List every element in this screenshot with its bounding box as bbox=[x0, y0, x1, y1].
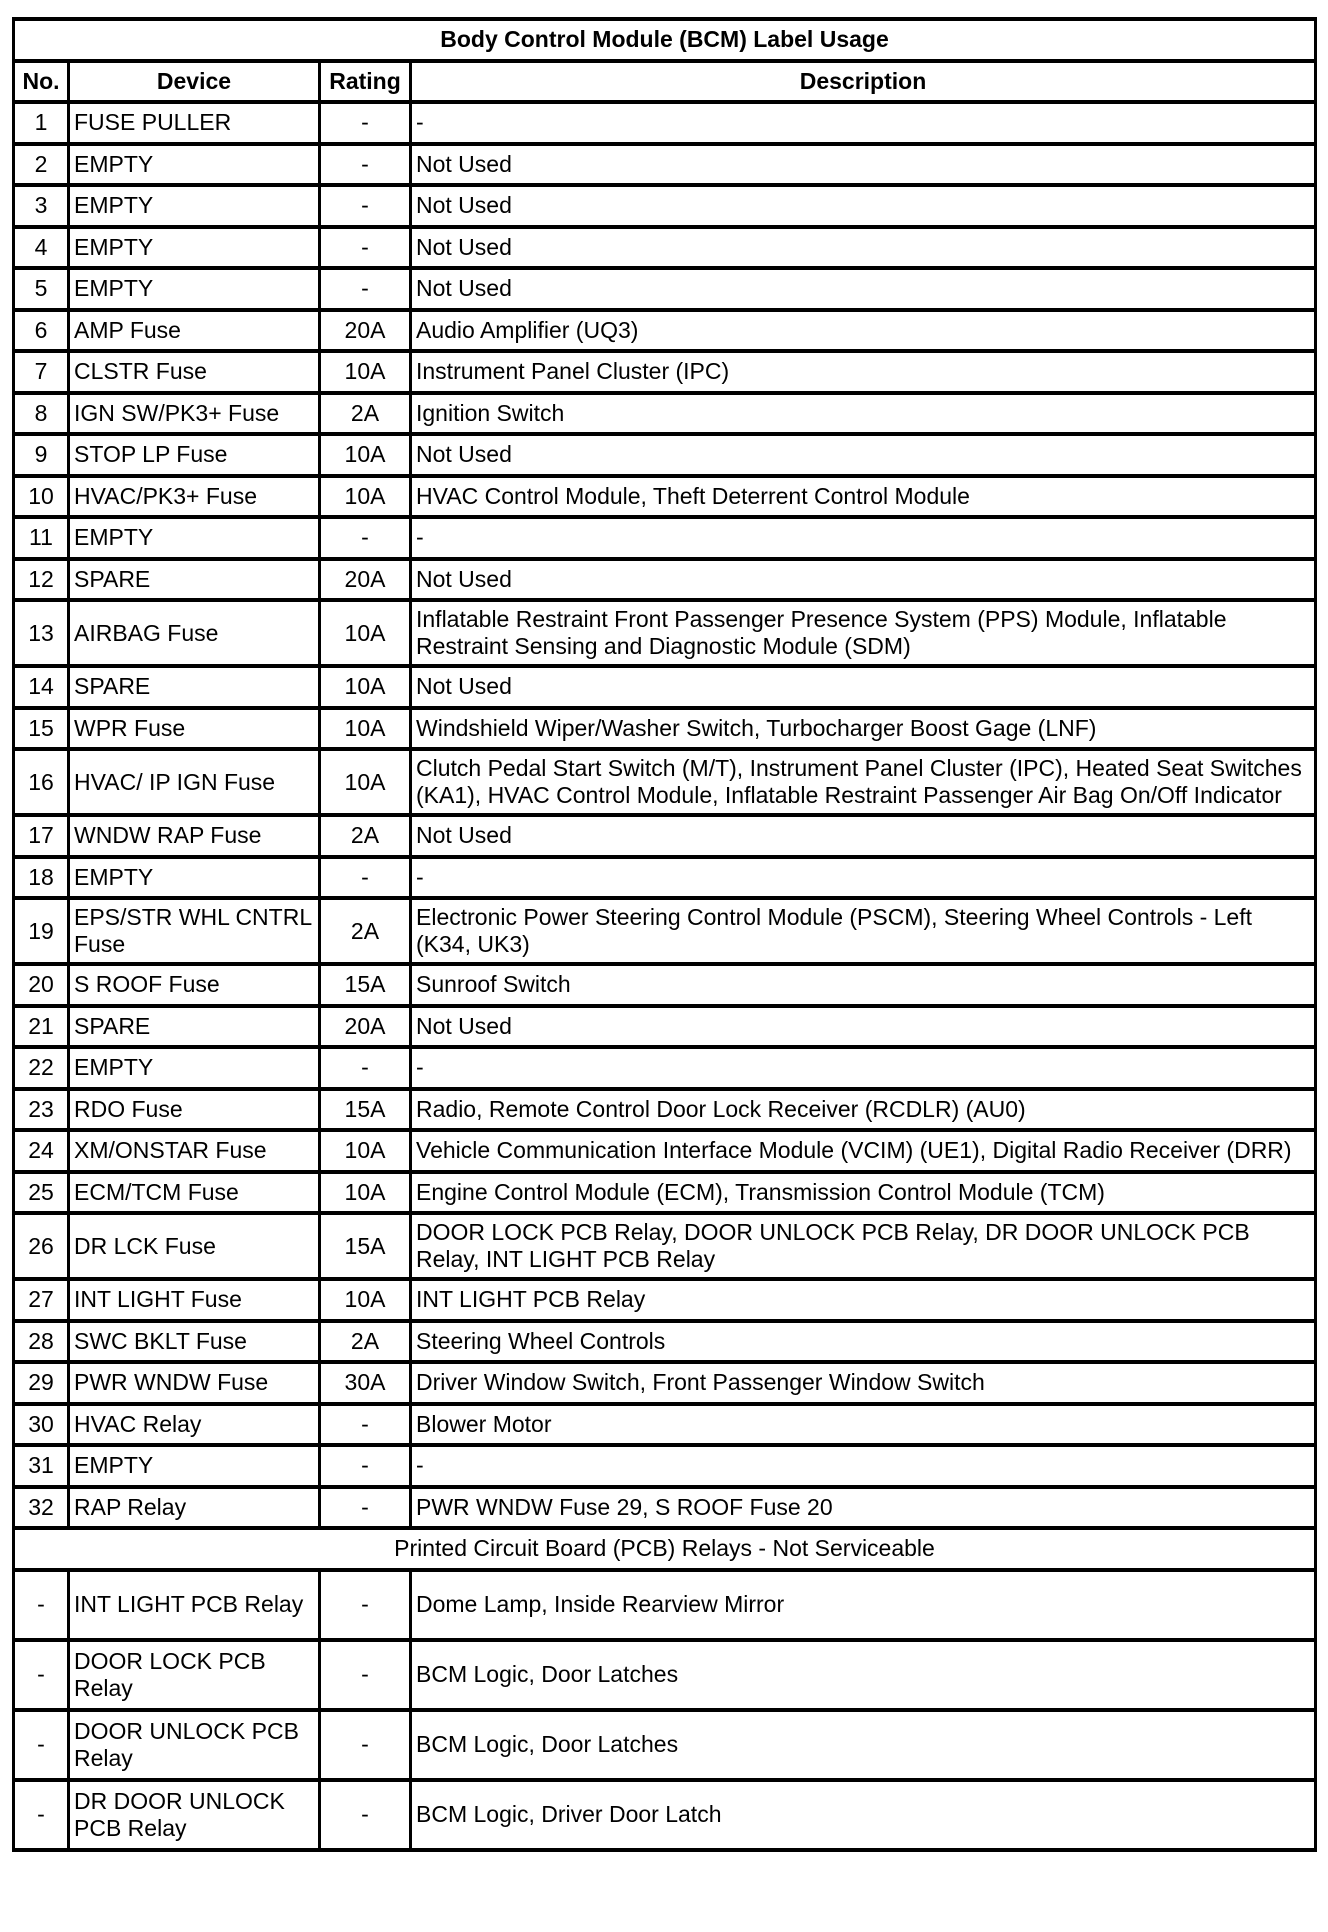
table-row bbox=[14, 964, 1316, 1006]
cell-description: HVAC Control Module, Theft Deterrent Control Module bbox=[411, 476, 1316, 518]
cell-device: RAP Relay bbox=[69, 1487, 320, 1529]
cell-rating: 20A bbox=[320, 310, 411, 352]
table-row bbox=[14, 708, 1316, 750]
cell-device: EMPTY bbox=[69, 857, 320, 899]
cell-description: - bbox=[411, 102, 1316, 144]
cell-description: PWR WNDW Fuse 29, S ROOF Fuse 20 bbox=[411, 1487, 1316, 1529]
cell-description: Not Used bbox=[411, 815, 1316, 857]
cell-no: - bbox=[14, 1710, 69, 1780]
table-row bbox=[14, 857, 1316, 899]
cell-rating: 15A bbox=[320, 1213, 411, 1279]
table-row bbox=[14, 1089, 1316, 1131]
table-row bbox=[14, 185, 1316, 227]
cell-rating: - bbox=[320, 144, 411, 186]
cell-no: 5 bbox=[14, 268, 69, 310]
cell-description: Ignition Switch bbox=[411, 393, 1316, 435]
cell-device: AMP Fuse bbox=[69, 310, 320, 352]
table-row bbox=[14, 1213, 1316, 1279]
table-row bbox=[14, 351, 1316, 393]
table-row bbox=[14, 815, 1316, 857]
table-row bbox=[14, 749, 1316, 815]
table-row bbox=[14, 1445, 1316, 1487]
cell-no: 13 bbox=[14, 600, 69, 666]
cell-rating: 10A bbox=[320, 351, 411, 393]
cell-description: Windshield Wiper/Washer Switch, Turbocharger Boost Gage (LNF) bbox=[411, 708, 1316, 750]
cell-rating: - bbox=[320, 1780, 411, 1850]
cell-rating: 10A bbox=[320, 666, 411, 708]
cell-description: DOOR LOCK PCB Relay, DOOR UNLOCK PCB Relay, DR DOOR UNLOCK PCB Relay, INT LIGHT PCB Relay bbox=[411, 1213, 1316, 1279]
cell-rating: 10A bbox=[320, 600, 411, 666]
cell-no: 23 bbox=[14, 1089, 69, 1131]
cell-description: INT LIGHT PCB Relay bbox=[411, 1279, 1316, 1321]
cell-rating: 10A bbox=[320, 708, 411, 750]
cell-device: EMPTY bbox=[69, 185, 320, 227]
cell-no: - bbox=[14, 1640, 69, 1710]
pcb-section-title: Printed Circuit Board (PCB) Relays - Not Serviceable bbox=[14, 1528, 1316, 1570]
cell-no: - bbox=[14, 1570, 69, 1640]
cell-rating: - bbox=[320, 1570, 411, 1640]
cell-no: 29 bbox=[14, 1362, 69, 1404]
cell-rating: - bbox=[320, 857, 411, 899]
cell-no: 20 bbox=[14, 964, 69, 1006]
cell-no: 25 bbox=[14, 1172, 69, 1214]
cell-device: SPARE bbox=[69, 1006, 320, 1048]
cell-no: 11 bbox=[14, 517, 69, 559]
table-row bbox=[14, 434, 1316, 476]
cell-description: BCM Logic, Driver Door Latch bbox=[411, 1780, 1316, 1850]
cell-device: HVAC Relay bbox=[69, 1404, 320, 1446]
title-row bbox=[14, 19, 1316, 61]
cell-description: Not Used bbox=[411, 434, 1316, 476]
cell-rating: - bbox=[320, 227, 411, 269]
cell-no: 26 bbox=[14, 1213, 69, 1279]
header-no: No. bbox=[14, 61, 69, 103]
cell-no: 27 bbox=[14, 1279, 69, 1321]
cell-device: EPS/STR WHL CNTRL Fuse bbox=[69, 898, 320, 964]
cell-device: EMPTY bbox=[69, 268, 320, 310]
cell-rating: 10A bbox=[320, 1172, 411, 1214]
header-description: Description bbox=[411, 61, 1316, 103]
cell-description: Electronic Power Steering Control Module (PSCM), Steering Wheel Controls - Left (K34, UK3) bbox=[411, 898, 1316, 964]
header-rating: Rating bbox=[320, 61, 411, 103]
cell-rating: 30A bbox=[320, 1362, 411, 1404]
cell-description: Driver Window Switch, Front Passenger Window Switch bbox=[411, 1362, 1316, 1404]
cell-no: 28 bbox=[14, 1321, 69, 1363]
cell-device: DR LCK Fuse bbox=[69, 1213, 320, 1279]
cell-device: HVAC/PK3+ Fuse bbox=[69, 476, 320, 518]
cell-rating: - bbox=[320, 1710, 411, 1780]
cell-description: - bbox=[411, 1445, 1316, 1487]
table-row bbox=[14, 898, 1316, 964]
cell-description: - bbox=[411, 1047, 1316, 1089]
cell-device: WNDW RAP Fuse bbox=[69, 815, 320, 857]
table-row bbox=[14, 1006, 1316, 1048]
table-row bbox=[14, 227, 1316, 269]
cell-description: Not Used bbox=[411, 144, 1316, 186]
cell-description: Inflatable Restraint Front Passenger Presence System (PPS) Module, Inflatable Restraint Sensing and Diagnostic Module (SDM) bbox=[411, 600, 1316, 666]
cell-no: 19 bbox=[14, 898, 69, 964]
cell-device: EMPTY bbox=[69, 144, 320, 186]
cell-description: Dome Lamp, Inside Rearview Mirror bbox=[411, 1570, 1316, 1640]
cell-no: 32 bbox=[14, 1487, 69, 1529]
cell-rating: 2A bbox=[320, 1321, 411, 1363]
cell-rating: 10A bbox=[320, 1130, 411, 1172]
header-row bbox=[14, 61, 1316, 103]
cell-description: BCM Logic, Door Latches bbox=[411, 1640, 1316, 1710]
cell-description: Radio, Remote Control Door Lock Receiver (RCDLR) (AU0) bbox=[411, 1089, 1316, 1131]
cell-device: HVAC/ IP IGN Fuse bbox=[69, 749, 320, 815]
cell-description: Not Used bbox=[411, 666, 1316, 708]
cell-device: XM/ONSTAR Fuse bbox=[69, 1130, 320, 1172]
cell-no: 6 bbox=[14, 310, 69, 352]
cell-device: DOOR LOCK PCB Relay bbox=[69, 1640, 320, 1710]
cell-no: 8 bbox=[14, 393, 69, 435]
cell-description: BCM Logic, Door Latches bbox=[411, 1710, 1316, 1780]
cell-device: CLSTR Fuse bbox=[69, 351, 320, 393]
cell-no: - bbox=[14, 1780, 69, 1850]
cell-description: - bbox=[411, 857, 1316, 899]
fuse-rows bbox=[14, 102, 1316, 1528]
cell-rating: 20A bbox=[320, 1006, 411, 1048]
table-row bbox=[14, 1130, 1316, 1172]
cell-rating: 2A bbox=[320, 898, 411, 964]
cell-description: Not Used bbox=[411, 268, 1316, 310]
cell-device: FUSE PULLER bbox=[69, 102, 320, 144]
cell-rating: 2A bbox=[320, 393, 411, 435]
table-row bbox=[14, 1710, 1316, 1780]
table-title: Body Control Module (BCM) Label Usage bbox=[14, 19, 1316, 61]
cell-device: EMPTY bbox=[69, 1047, 320, 1089]
cell-device: AIRBAG Fuse bbox=[69, 600, 320, 666]
table-row bbox=[14, 102, 1316, 144]
cell-description: Audio Amplifier (UQ3) bbox=[411, 310, 1316, 352]
cell-description: Sunroof Switch bbox=[411, 964, 1316, 1006]
cell-description: Instrument Panel Cluster (IPC) bbox=[411, 351, 1316, 393]
table-row bbox=[14, 666, 1316, 708]
table-row bbox=[14, 1362, 1316, 1404]
cell-device: STOP LP Fuse bbox=[69, 434, 320, 476]
table-row bbox=[14, 1172, 1316, 1214]
cell-rating: 10A bbox=[320, 476, 411, 518]
pcb-section-row bbox=[14, 1528, 1316, 1570]
cell-no: 22 bbox=[14, 1047, 69, 1089]
cell-rating: - bbox=[320, 268, 411, 310]
table-row bbox=[14, 1321, 1316, 1363]
cell-rating: 2A bbox=[320, 815, 411, 857]
cell-device: IGN SW/PK3+ Fuse bbox=[69, 393, 320, 435]
cell-device: DR DOOR UNLOCK PCB Relay bbox=[69, 1780, 320, 1850]
cell-device: EMPTY bbox=[69, 517, 320, 559]
cell-no: 14 bbox=[14, 666, 69, 708]
cell-no: 7 bbox=[14, 351, 69, 393]
cell-device: WPR Fuse bbox=[69, 708, 320, 750]
cell-rating: - bbox=[320, 517, 411, 559]
cell-description: Vehicle Communication Interface Module (VCIM) (UE1), Digital Radio Receiver (DRR) bbox=[411, 1130, 1316, 1172]
cell-device: SPARE bbox=[69, 559, 320, 601]
table-row bbox=[14, 1780, 1316, 1850]
cell-device: S ROOF Fuse bbox=[69, 964, 320, 1006]
table-row bbox=[14, 393, 1316, 435]
cell-rating: - bbox=[320, 1487, 411, 1529]
cell-rating: 10A bbox=[320, 1279, 411, 1321]
table-row bbox=[14, 1404, 1316, 1446]
cell-description: Not Used bbox=[411, 227, 1316, 269]
cell-rating: - bbox=[320, 185, 411, 227]
table-row bbox=[14, 1570, 1316, 1640]
cell-no: 31 bbox=[14, 1445, 69, 1487]
cell-device: SWC BKLT Fuse bbox=[69, 1321, 320, 1363]
table-row bbox=[14, 559, 1316, 601]
cell-no: 16 bbox=[14, 749, 69, 815]
table-row bbox=[14, 268, 1316, 310]
table-row bbox=[14, 310, 1316, 352]
cell-no: 18 bbox=[14, 857, 69, 899]
cell-rating: 15A bbox=[320, 1089, 411, 1131]
cell-no: 3 bbox=[14, 185, 69, 227]
cell-no: 21 bbox=[14, 1006, 69, 1048]
cell-rating: - bbox=[320, 1404, 411, 1446]
cell-no: 10 bbox=[14, 476, 69, 518]
table-row bbox=[14, 517, 1316, 559]
bcm-label-usage-table bbox=[12, 17, 1317, 1852]
table-row bbox=[14, 600, 1316, 666]
cell-description: - bbox=[411, 517, 1316, 559]
cell-rating: - bbox=[320, 1047, 411, 1089]
cell-no: 24 bbox=[14, 1130, 69, 1172]
cell-device: RDO Fuse bbox=[69, 1089, 320, 1131]
cell-no: 4 bbox=[14, 227, 69, 269]
cell-rating: - bbox=[320, 1640, 411, 1710]
table-row bbox=[14, 1640, 1316, 1710]
cell-description: Steering Wheel Controls bbox=[411, 1321, 1316, 1363]
cell-rating: 15A bbox=[320, 964, 411, 1006]
pcb-rows bbox=[14, 1528, 1316, 1850]
cell-no: 9 bbox=[14, 434, 69, 476]
cell-description: Engine Control Module (ECM), Transmission Control Module (TCM) bbox=[411, 1172, 1316, 1214]
cell-device: INT LIGHT Fuse bbox=[69, 1279, 320, 1321]
header-device: Device bbox=[69, 61, 320, 103]
cell-rating: - bbox=[320, 1445, 411, 1487]
table-row bbox=[14, 144, 1316, 186]
cell-no: 17 bbox=[14, 815, 69, 857]
cell-description: Clutch Pedal Start Switch (M/T), Instrument Panel Cluster (IPC), Heated Seat Switches (KA1), HVAC Control Module, Inflatable Restraint Passenger Air Bag On/Off Indicator bbox=[411, 749, 1316, 815]
cell-no: 12 bbox=[14, 559, 69, 601]
cell-device: DOOR UNLOCK PCB Relay bbox=[69, 1710, 320, 1780]
cell-description: Blower Motor bbox=[411, 1404, 1316, 1446]
cell-no: 1 bbox=[14, 102, 69, 144]
cell-rating: - bbox=[320, 102, 411, 144]
cell-rating: 20A bbox=[320, 559, 411, 601]
cell-device: SPARE bbox=[69, 666, 320, 708]
table-row bbox=[14, 1487, 1316, 1529]
table-row bbox=[14, 1279, 1316, 1321]
cell-rating: 10A bbox=[320, 434, 411, 476]
cell-device: EMPTY bbox=[69, 1445, 320, 1487]
cell-device: EMPTY bbox=[69, 227, 320, 269]
cell-no: 15 bbox=[14, 708, 69, 750]
table-row bbox=[14, 476, 1316, 518]
cell-device: PWR WNDW Fuse bbox=[69, 1362, 320, 1404]
cell-no: 30 bbox=[14, 1404, 69, 1446]
table-row bbox=[14, 1047, 1316, 1089]
cell-description: Not Used bbox=[411, 559, 1316, 601]
cell-rating: 10A bbox=[320, 749, 411, 815]
cell-device: ECM/TCM Fuse bbox=[69, 1172, 320, 1214]
cell-description: Not Used bbox=[411, 1006, 1316, 1048]
cell-description: Not Used bbox=[411, 185, 1316, 227]
cell-no: 2 bbox=[14, 144, 69, 186]
cell-device: INT LIGHT PCB Relay bbox=[69, 1570, 320, 1640]
